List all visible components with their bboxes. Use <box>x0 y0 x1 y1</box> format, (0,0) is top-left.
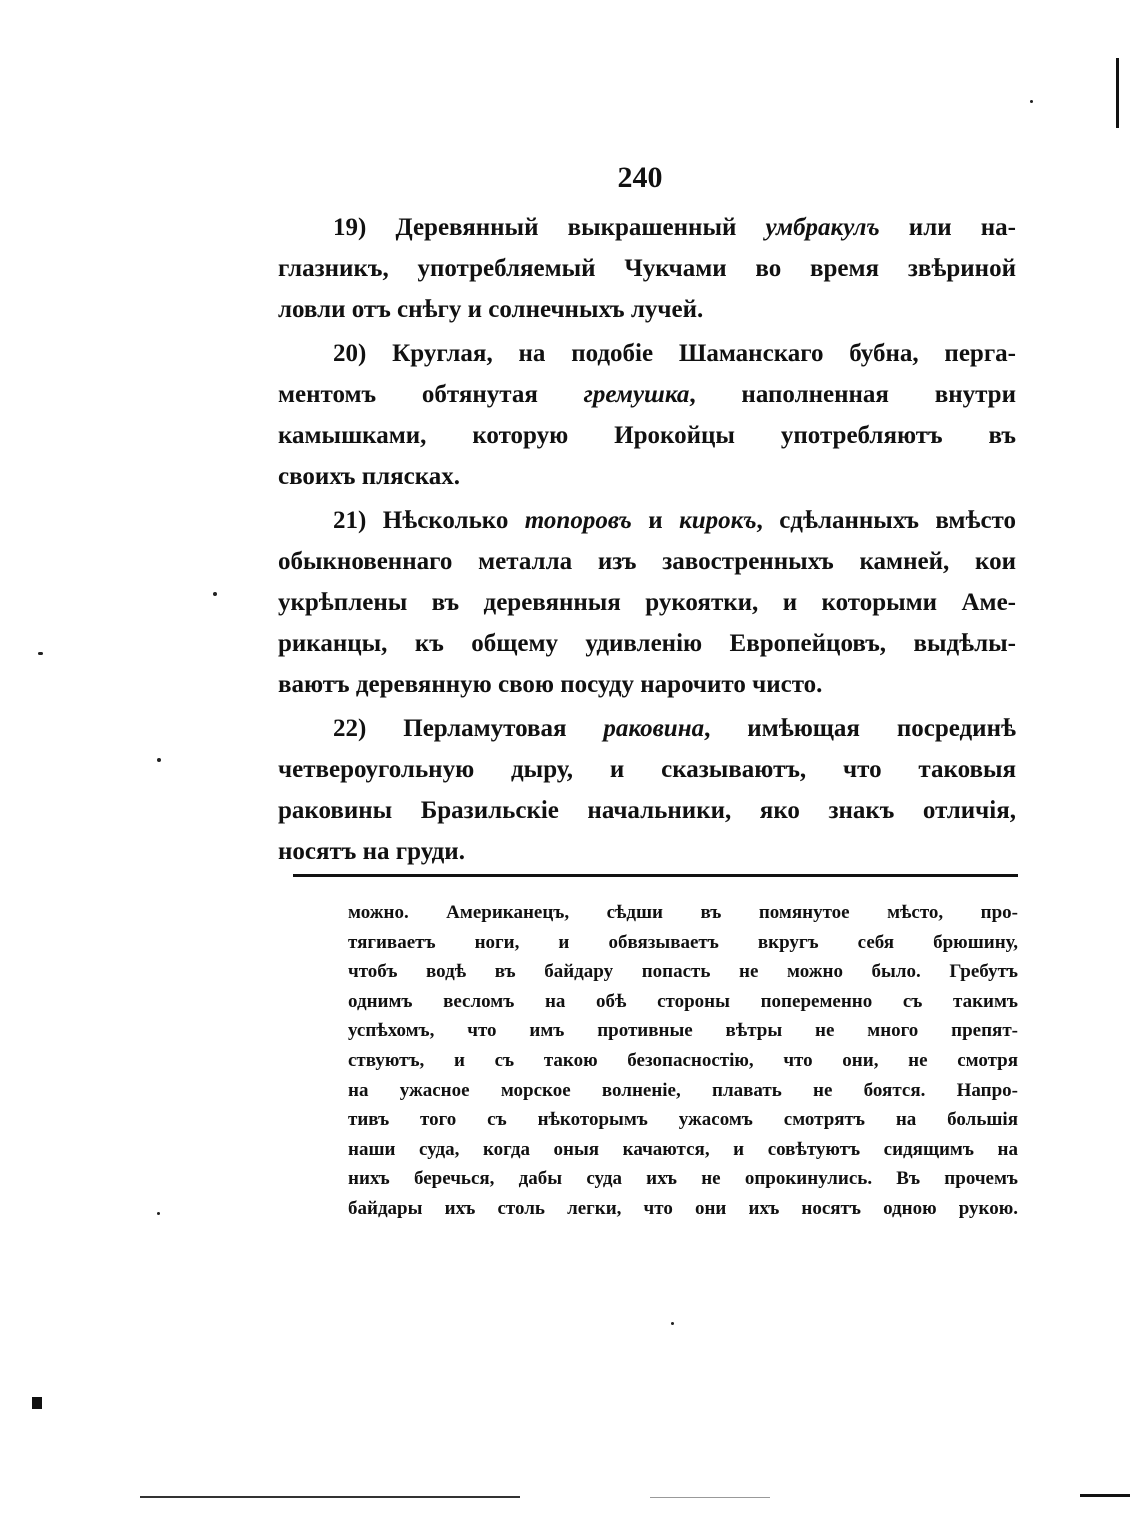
scan-edge-mark <box>1116 58 1119 128</box>
text-run: своихъ плясках. <box>278 463 461 490</box>
scan-speck <box>38 652 43 655</box>
text-line <box>278 749 1016 790</box>
scan-speck <box>213 592 217 596</box>
text-run: 19) Деревянный выкрашенный <box>333 214 766 241</box>
text-line <box>278 664 1016 705</box>
scan-speck <box>671 1322 674 1325</box>
footnote-line: успѣхомъ, что имъ противные вѣтры не много препят- <box>348 1020 1018 1042</box>
text-run: ловли отъ снѣгу и солнечныхъ лучей. <box>278 296 704 323</box>
text-run: укрѣплены въ деревянныя рукоятки, и которыми Аме- <box>278 589 1016 616</box>
text-line <box>278 415 1016 456</box>
text-line <box>278 374 1016 415</box>
footnote-line: байдары ихъ столь легки, что они ихъ носятъ одною рукою. <box>348 1197 1018 1219</box>
text-line <box>278 831 1016 872</box>
text-run: , наполненная внутри <box>689 381 1016 408</box>
text-run: обыкновеннаго металла изъ завостренныхъ камней, кои <box>278 548 1016 575</box>
italic-term: кирокъ <box>679 507 757 534</box>
footnote-line: однимъ весломъ на обѣ стороны попеременно съ такимъ <box>348 990 1018 1012</box>
entry-20 <box>278 333 1016 497</box>
footnote-line: нихъ беречься, дабы суда ихъ не опрокинулись. Въ прочемъ <box>348 1168 1018 1190</box>
footnote-line: ствуютъ, и съ такою безопасностію, что они, не смотря <box>348 1049 1018 1071</box>
entry-22 <box>278 708 1016 872</box>
text-line <box>278 333 1016 374</box>
italic-term: топоровъ <box>524 507 632 534</box>
main-text <box>278 207 1016 872</box>
text-run: , имѣющая посрединѣ <box>704 715 1016 742</box>
text-line <box>278 248 1016 289</box>
entry-19 <box>278 207 1016 330</box>
scan-bottom-line <box>140 1496 520 1498</box>
text-run: и <box>631 507 680 534</box>
scan-bottom-dash <box>650 1497 770 1498</box>
footnote-line: чтобъ водѣ въ байдару попасть не можно было. Гребутъ <box>348 961 1018 983</box>
text-run: 20) Круглая, на подобіе Шаманскаго бубна, перга- <box>333 340 1016 367</box>
text-run: раковины Бразильскіе начальники, яко знакъ отличія, <box>278 797 1016 824</box>
text-line <box>278 708 1016 749</box>
text-line <box>278 582 1016 623</box>
text-run: 21) Нѣсколько <box>333 507 525 534</box>
text-run: ваютъ деревянную свою посуду нарочито чисто. <box>278 671 823 698</box>
italic-term: раковина <box>603 715 705 742</box>
text-run: , сдѣланныхъ вмѣсто <box>756 507 1016 534</box>
text-line <box>278 790 1016 831</box>
text-line <box>278 541 1016 582</box>
text-line <box>278 623 1016 664</box>
text-line <box>278 207 1016 248</box>
scan-speck <box>157 1212 160 1215</box>
text-run: ментомъ обтянутая <box>278 381 584 408</box>
footnote-line: на ужасное морское волненіе, плавать не боятся. Напро- <box>348 1079 1018 1101</box>
text-run: камышками, которую Ирокойцы употребляютъ въ <box>278 422 1016 449</box>
italic-term: гремушка <box>583 381 690 408</box>
scan-speck <box>157 758 161 762</box>
text-run: риканцы, къ общему удивленію Европейцовъ, выдѣлы- <box>278 630 1016 657</box>
text-run: глазникъ, употребляемый Чукчами во время звѣриной <box>278 255 1016 282</box>
footnote-line: можно. Американецъ, сѣдши въ помянутое мѣсто, про- <box>348 902 1018 923</box>
footnote-line: наши суда, когда оныя качаются, и совѣтуютъ сидящимъ на <box>348 1138 1018 1160</box>
scan-speck <box>1030 100 1033 103</box>
text-line <box>278 456 1016 497</box>
text-line <box>278 289 1016 330</box>
scan-bottom-line-right <box>1080 1494 1130 1497</box>
entry-21 <box>278 500 1016 705</box>
text-line <box>278 500 1016 541</box>
scan-corner-mark <box>32 1397 42 1409</box>
text-run: четвероугольную дыру, и сказываютъ, что таковыя <box>278 756 1016 783</box>
text-run: или на- <box>879 214 1016 241</box>
footnote-line: тивъ того съ нѣкоторымъ ужасомъ смотрятъ на большія <box>348 1109 1018 1131</box>
text-run: носятъ на груди. <box>278 838 465 865</box>
footnote-line: тягиваетъ ноги, и обвязываетъ вкругъ себя брюшину, <box>348 931 1018 953</box>
footnote <box>348 898 1018 1224</box>
text-run: 22) Перламутовая <box>333 715 604 742</box>
footnote-separator-rule <box>293 874 1018 877</box>
italic-term: умбракулъ <box>765 214 880 241</box>
page-number: 240 <box>617 161 663 194</box>
